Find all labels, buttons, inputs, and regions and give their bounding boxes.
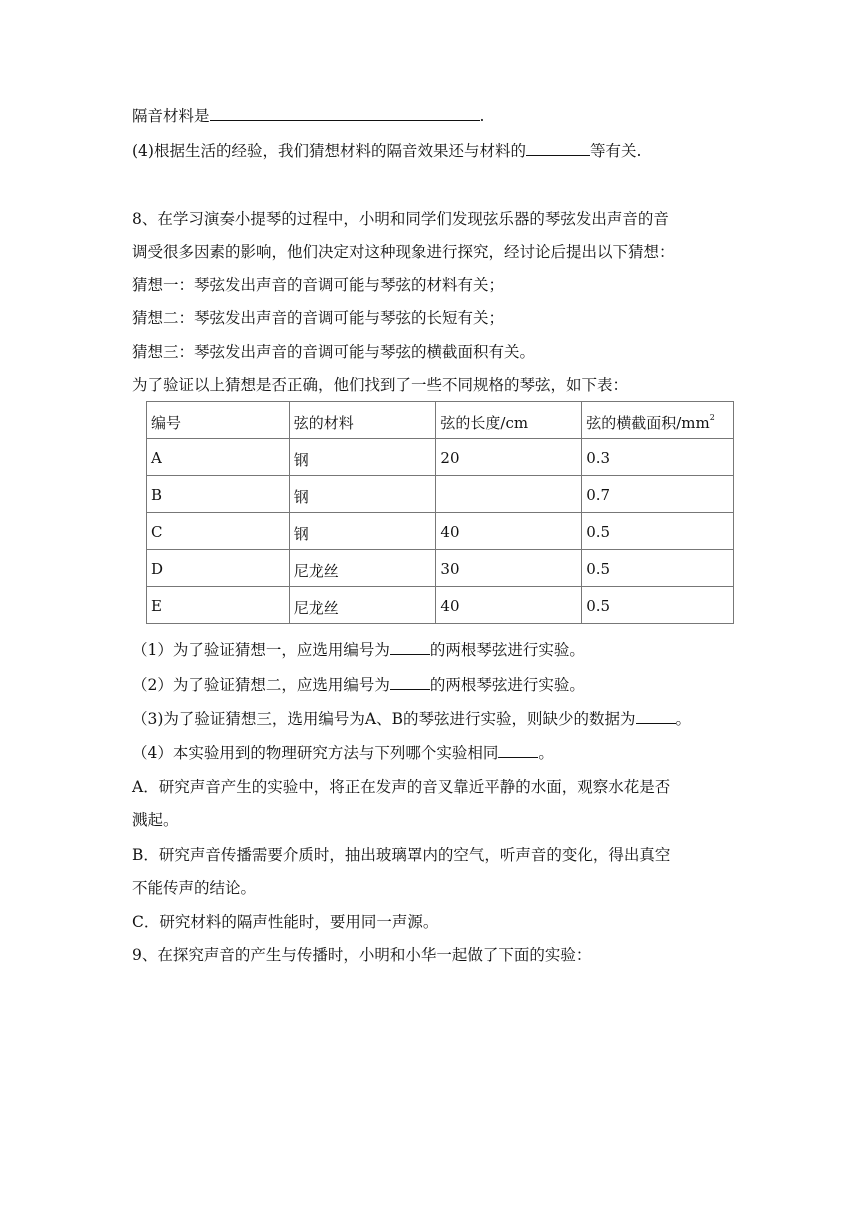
answer-blank <box>498 743 538 758</box>
q8-sub1-suffix: 的两根琴弦进行实验。 <box>429 641 585 659</box>
q8-guess3: 猜想三：琴弦发出声音的音调可能与琴弦的横截面积有关。 <box>132 343 536 361</box>
table-header-row <box>147 402 734 439</box>
q8-sub1-prefix: （1）为了验证猜想一，应选用编号为 <box>132 641 390 659</box>
q7-sub4-prefix: (4)根据生活的经验，我们猜想材料的隔音效果还与材料的 <box>132 142 526 160</box>
q8-sub2-prefix: （2）为了验证猜想二，应选用编号为 <box>132 676 390 694</box>
table-cell: D <box>147 550 290 587</box>
q8-option-a-line2: 溅起。 <box>132 811 179 829</box>
q8-sub2 <box>132 675 585 695</box>
q8-sub2-suffix: 的两根琴弦进行实验。 <box>429 676 585 694</box>
table-cell: 0.7 <box>582 476 734 513</box>
q8-guess1: 猜想一：琴弦发出声音的音调可能与琴弦的材料有关； <box>132 276 505 294</box>
table-cell: 40 <box>436 587 582 624</box>
table-cell: 20 <box>436 439 582 476</box>
header-area-text: 弦的横截面积/mm <box>586 414 710 432</box>
table-cell: 0.3 <box>582 439 734 476</box>
q8-option-c: C．研究材料的隔声性能时，要用同一声源。 <box>132 913 439 931</box>
table-row <box>147 587 734 624</box>
q7-sub4-suffix: 等有关. <box>589 142 642 160</box>
answer-blank <box>210 106 480 121</box>
q8-sub4-prefix: （4）本实验用到的物理研究方法与下列哪个实验相同 <box>132 744 499 762</box>
header-cell-material: 弦的材料 <box>289 402 436 439</box>
header-area-sup: 2 <box>709 413 715 422</box>
q8-table-intro: 为了验证以上猜想是否正确，他们找到了一些不同规格的琴弦，如下表： <box>132 376 629 394</box>
q8-sub1 <box>132 640 585 660</box>
table-cell: 0.5 <box>582 587 734 624</box>
table-cell: 0.5 <box>582 513 734 550</box>
q8-intro-line1: 8、在学习演奏小提琴的过程中，小明和同学们发现弦乐器的琴弦发出声音的音 <box>132 210 669 228</box>
table-cell: 尼龙丝 <box>289 587 436 624</box>
q8-sub3 <box>132 709 691 729</box>
header-cell-area <box>582 402 734 439</box>
table-cell: A <box>147 439 290 476</box>
table-cell: 40 <box>436 513 582 550</box>
q7-sub4-line <box>132 141 641 161</box>
q7-material-line <box>132 106 484 126</box>
q8-sub4 <box>132 743 554 763</box>
table-cell: 钢 <box>289 513 436 550</box>
answer-blank <box>390 675 430 690</box>
table-cell: C <box>147 513 290 550</box>
q8-sub4-suffix: 。 <box>538 744 554 762</box>
q8-guess2: 猜想二：琴弦发出声音的音调可能与琴弦的长短有关； <box>132 309 505 327</box>
table-cell <box>436 476 582 513</box>
table-row <box>147 476 734 513</box>
string-spec-table <box>146 401 734 624</box>
table-cell: 钢 <box>289 476 436 513</box>
table-cell: E <box>147 587 290 624</box>
table-row <box>147 439 734 476</box>
q8-intro-line2: 调受很多因素的影响，他们决定对这种现象进行探究，经讨论后提出以下猜想： <box>132 243 675 261</box>
q8-sub3-prefix: （3)为了验证猜想三，选用编号为A、B的琴弦进行实验，则缺少的数据为 <box>132 710 636 728</box>
header-cell-id: 编号 <box>147 402 290 439</box>
q8-sub3-suffix: 。 <box>675 710 692 728</box>
table-cell: 钢 <box>289 439 436 476</box>
table-cell: 尼龙丝 <box>289 550 436 587</box>
q7-material-prefix: 隔音材料是 <box>132 107 210 125</box>
table-cell: 0.5 <box>582 550 734 587</box>
table-cell: 30 <box>436 550 582 587</box>
q7-material-suffix: . <box>479 107 485 125</box>
q8-option-b-line2: 不能传声的结论。 <box>132 879 257 897</box>
q8-option-a-line1: A．研究声音产生的实验中，将正在发声的音叉靠近平静的水面，观察水花是否 <box>132 778 671 796</box>
answer-blank <box>636 709 676 724</box>
answer-blank <box>526 141 590 156</box>
table-row <box>147 513 734 550</box>
answer-blank <box>390 640 430 655</box>
header-cell-length: 弦的长度/cm <box>436 402 582 439</box>
q8-option-b-line1: B．研究声音传播需要介质时，抽出玻璃罩内的空气，听声音的变化，得出真空 <box>132 846 671 864</box>
table-row <box>147 550 734 587</box>
q9-intro: 9、在探究声音的产生与传播时，小明和小华一起做了下面的实验： <box>132 946 592 964</box>
table-cell: B <box>147 476 290 513</box>
